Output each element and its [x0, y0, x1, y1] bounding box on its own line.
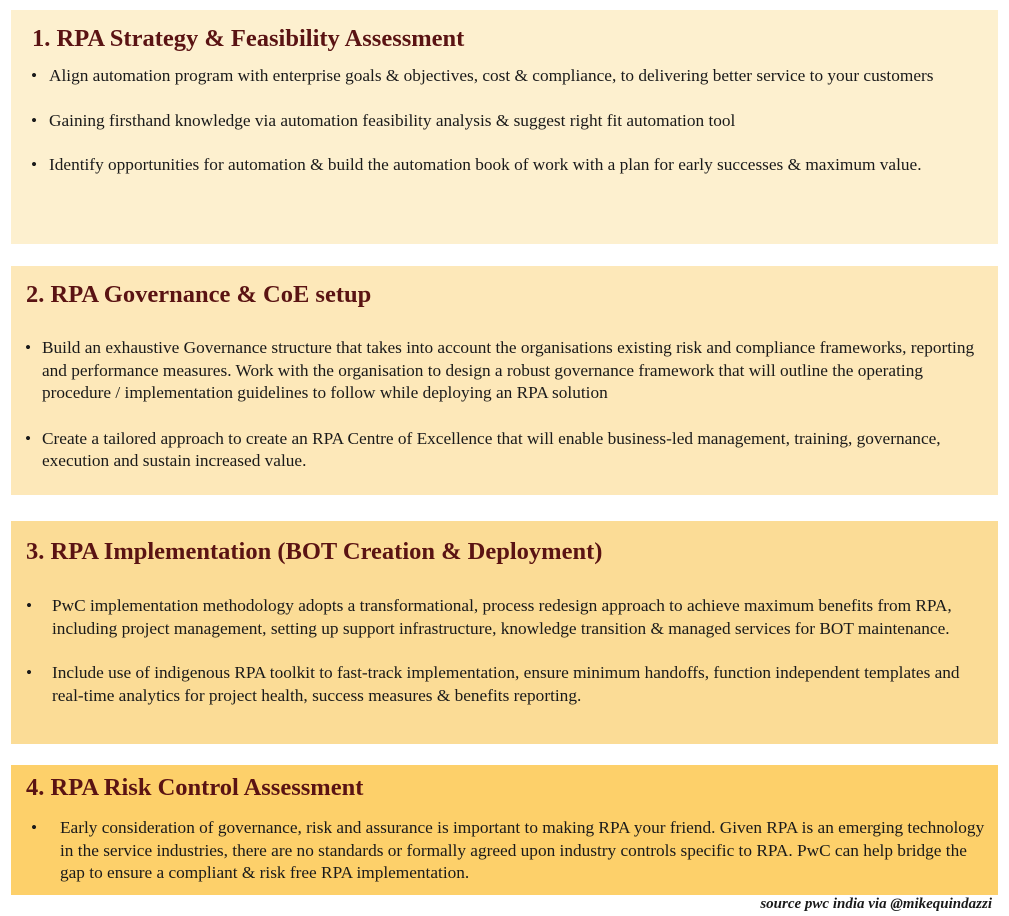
section-title: 2. RPA Governance & CoE setup: [26, 281, 372, 308]
list-item: [31, 154, 993, 177]
bullet-list: [31, 817, 993, 885]
list-item-text: Identify opportunities for automation & build the automation book of work with a plan for early successes & maximum value.: [49, 155, 922, 175]
bullet-icon: •: [31, 155, 38, 175]
list-item-text: Create a tailored approach to create an RPA Centre of Excellence that will enable business-led management, training, governance, execution and sustain increased value.: [42, 428, 941, 471]
list-item-text: PwC implementation methodology adopts a transformational, process redesign approach to achieve maximum benefits from RPA, including project management, setting up support infrastructure, knowledge transition & managed services for BOT maintenance.: [52, 596, 952, 638]
section-risk-control: [11, 765, 998, 895]
list-item-text: Early consideration of governance, risk and assurance is important to making RPA your friend. Given RPA is an emerging technology in the service industries, there are no standards or formally agreed upon industry controls specific to RPA. PwC can help bridge the gap to ensure a compliant & risk free RPA implementation.: [60, 818, 985, 883]
section-title: 1. RPA Strategy & Feasibility Assessment: [32, 25, 465, 52]
list-item: [25, 337, 995, 405]
bullet-icon: •: [31, 818, 38, 837]
bullet-list: [31, 65, 993, 199]
section-governance-coe: [11, 266, 998, 495]
bullet-icon: •: [31, 110, 38, 130]
list-item-text: Build an exhaustive Governance structure that takes into account the organisations existing risk and compliance frameworks, reporting and performance measures. Work with the organisation to design a robust governance framework that will outline the operating procedure / implementation guidelines to follow while deploying an RPA solution: [42, 338, 975, 403]
list-item: [25, 428, 995, 473]
list-item: [26, 595, 986, 640]
bullet-icon: •: [26, 663, 33, 683]
section-title: 4. RPA Risk Control Assessment: [26, 774, 364, 801]
list-item: [31, 817, 993, 885]
bullet-icon: •: [26, 596, 33, 615]
list-item: [26, 662, 986, 707]
source-credit: source pwc india via @mikequindazzi: [760, 896, 992, 912]
bullet-icon: •: [25, 338, 32, 357]
list-item-text: Align automation program with enterprise goals & objectives, cost & compliance, to delivering better service to your customers: [49, 66, 934, 85]
bullet-icon: •: [25, 428, 32, 448]
list-item: [31, 110, 993, 133]
list-item-text: Gaining firsthand knowledge via automation feasibility analysis & suggest right fit automation tool: [49, 110, 736, 130]
section-strategy-feasibility: [11, 10, 998, 244]
list-item-text: Include use of indigenous RPA toolkit to fast-track implementation, ensure minimum handoffs, function independent templates and real-time analytics for project health, success measures & benefits reporting.: [52, 663, 960, 705]
list-item: [31, 65, 993, 88]
bullet-icon: •: [31, 66, 38, 85]
section-implementation: [11, 521, 998, 744]
bullet-list: [26, 595, 986, 729]
bullet-list: [25, 337, 995, 496]
section-title: 3. RPA Implementation (BOT Creation & Deployment): [26, 538, 603, 565]
